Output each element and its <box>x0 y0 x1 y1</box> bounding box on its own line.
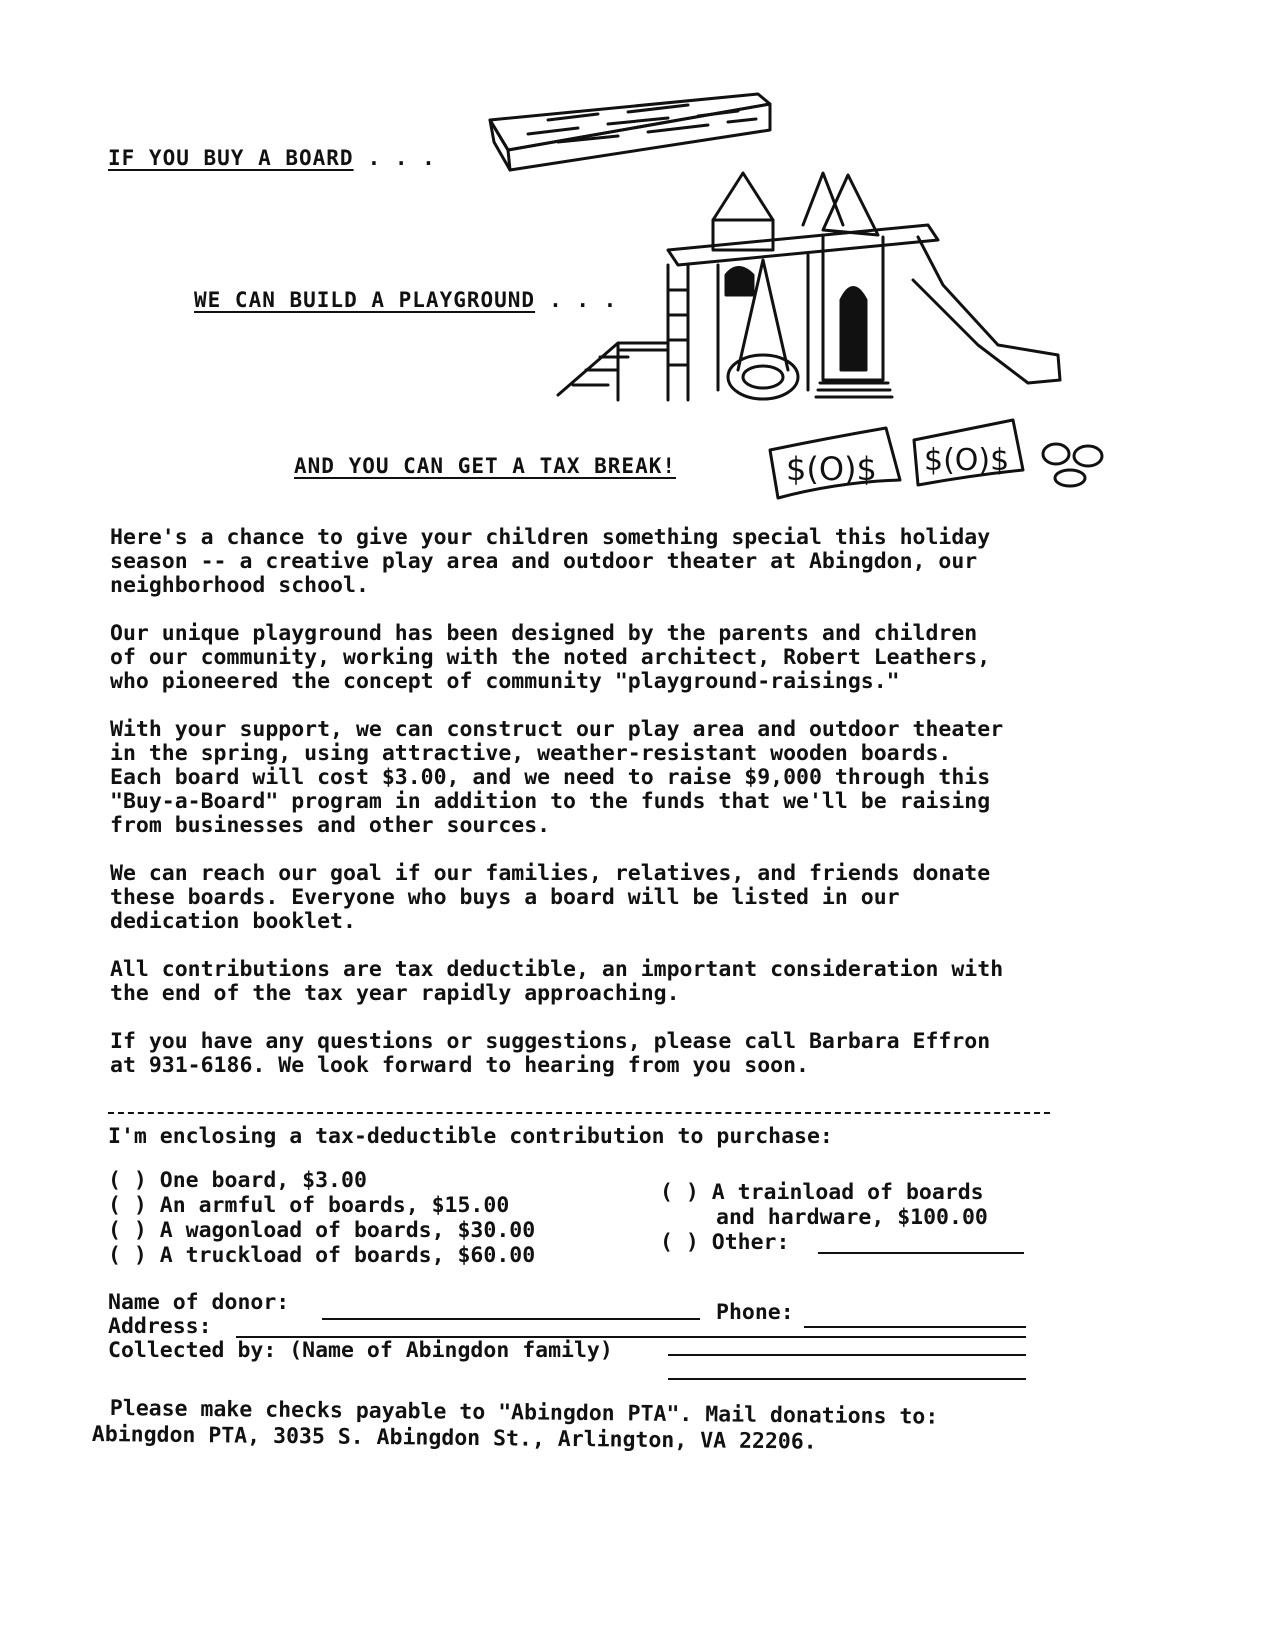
cut-line <box>108 1112 1050 1114</box>
footer-address: Abingdon PTA, 3035 S. Abingdon St., Arlington, VA 22206. <box>91 1422 817 1455</box>
paragraph-tax: All contributions are tax deductible, an important consideration with the end of the tax year rapidly approaching. <box>110 957 1004 1006</box>
headline-buy-board <box>108 146 436 170</box>
headline-tax-break: AND YOU CAN GET A TAX BREAK! <box>294 454 677 478</box>
option-truckload[interactable]: ( ) A truckload of boards, $60.00 <box>108 1243 536 1268</box>
phone-label: Phone: <box>716 1300 794 1325</box>
options-left <box>108 1168 535 1268</box>
phone-field[interactable] <box>804 1326 1026 1328</box>
svg-text:$(O)$: $(O)$ <box>924 443 1010 478</box>
options-right <box>660 1180 988 1255</box>
paragraph-support: With your support, we can construct our play area and outdoor theater in the spring, using attractive, weather-resistant wooden boards. Each board will cost $3.00, and we need to raise $9,000 through this "Buy-a-Board" program in addition to the funds that we'll be raising from businesses and other sources. <box>110 717 1004 838</box>
collected-label: Collected by: (Name of Abingdon family) <box>108 1338 613 1363</box>
paragraph-contact: If you have any questions or suggestions, please call Barbara Effron at 931-6186. We look forward to hearing from you soon. <box>110 1029 991 1078</box>
paragraph-design: Our unique playground has been designed by the parents and children of our community, working with the noted architect, Robert Leathers, who pioneered the concept of community "playground-raisings." <box>110 621 991 694</box>
address-label: Address: <box>108 1314 212 1339</box>
headline-dots: . . . <box>367 146 436 170</box>
option-wagonload[interactable]: ( ) A wagonload of boards, $30.00 <box>108 1218 536 1243</box>
option-trainload-cont: and hardware, $100.00 <box>716 1205 988 1230</box>
option-one-board[interactable]: ( ) One board, $3.00 <box>108 1168 367 1193</box>
name-label: Name of donor: <box>108 1290 290 1315</box>
other-amount-field[interactable] <box>818 1252 1024 1254</box>
collected-field[interactable] <box>668 1354 1026 1356</box>
paragraph-goal: We can reach our goal if our families, relatives, and friends donate these boards. Everyone who buys a board will be listed in our dedication booklet. <box>110 861 991 934</box>
headline-dots: . . . <box>549 288 618 312</box>
option-other[interactable]: ( ) Other: <box>660 1230 790 1255</box>
playground-icon <box>558 165 1078 410</box>
form-intro: I'm enclosing a tax-deductible contribution to purchase: <box>108 1124 833 1149</box>
svg-text:$(O)$: $(O)$ <box>786 450 877 488</box>
paragraph-intro: Here's a chance to give your children something special this holiday season -- a creative play area and outdoor theater at Abingdon, our neighborhood school. <box>110 525 991 598</box>
money-icon <box>768 420 1038 500</box>
option-trainload[interactable]: ( ) A trainload of boards <box>660 1180 984 1205</box>
collected-field-2[interactable] <box>668 1378 1026 1380</box>
footer-checks: Please make checks payable to "Abingdon PTA". Mail donations to: <box>109 1396 939 1430</box>
headline-build-playground <box>194 288 617 312</box>
headline-build-playground-text: WE CAN BUILD A PLAYGROUND <box>194 288 536 312</box>
board-icon <box>488 92 778 172</box>
name-field[interactable] <box>322 1318 700 1320</box>
option-armful[interactable]: ( ) An armful of boards, $15.00 <box>108 1193 510 1218</box>
coins-icon <box>1040 440 1110 490</box>
headline-buy-board-text: IF YOU BUY A BOARD <box>108 146 354 170</box>
